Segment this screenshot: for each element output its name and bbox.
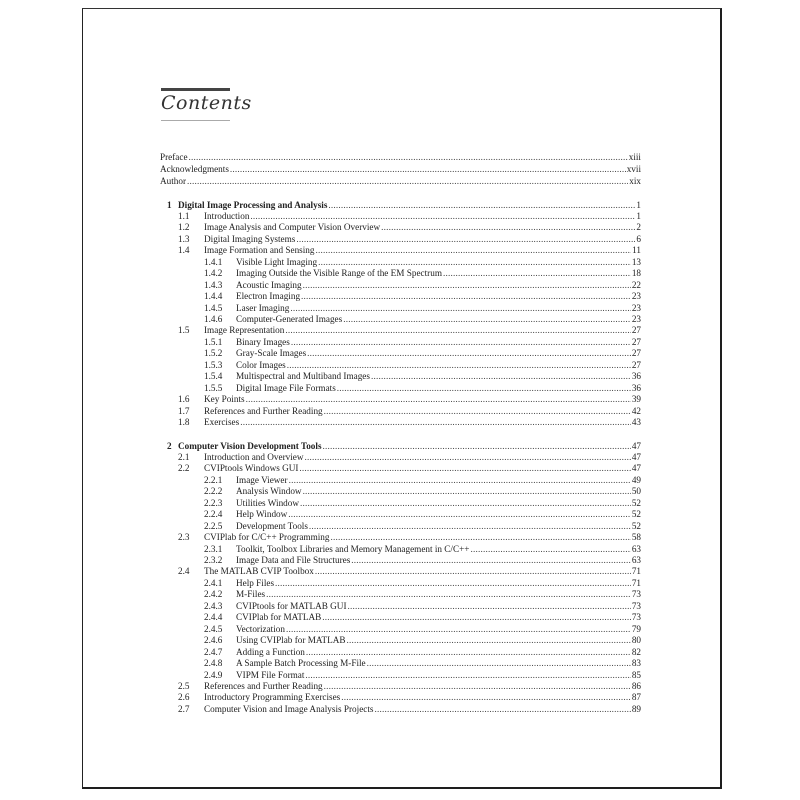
toc-entry-title: Help Window [236,509,288,520]
dot-leader [289,475,631,486]
toc-subsection-entry[interactable] [160,257,641,268]
toc-page-number: 63 [631,555,641,565]
toc-subsection-entry[interactable] [160,658,641,669]
toc-page-number: 52 [631,520,641,531]
dot-leader [346,635,630,646]
toc-page-number: 73 [631,589,641,600]
dot-leader [306,647,631,658]
toc-section-entry[interactable] [160,394,641,405]
toc-entry-number: 1.4.4 [204,291,223,302]
title-rule-top [161,88,230,91]
dot-leader [296,234,635,245]
toc-section-entry[interactable] [160,245,641,256]
toc-subsection-entry[interactable] [160,624,641,635]
dot-leader [318,257,631,268]
toc-page-number: 1 [636,210,641,221]
dot-leader [307,348,631,359]
toc-subsection-entry[interactable] [160,486,641,497]
toc-entry-number: 2.4.3 [204,600,223,611]
toc-entry-title: Digital Imaging Systems [204,233,296,244]
toc-subsection-entry[interactable] [160,337,641,348]
toc-entry-title: Toolkit, Toolbox Libraries and Memory Management in C/C++ [236,543,470,554]
toc-page-number: 11 [632,245,641,256]
toc-entry-number: 2 [167,440,172,451]
toc-entry-number: 1 [167,199,172,210]
toc-entry-number: 1.4.5 [204,302,223,313]
toc-entry-number: 2.2.1 [204,474,223,485]
dot-leader [330,532,630,543]
toc-page-number: 82 [631,646,641,657]
dot-leader [316,245,632,256]
toc-page-number: 36 [631,371,641,382]
toc-entry-title: Visible Light Imaging [236,256,318,267]
toc-subsection-entry[interactable] [160,601,641,612]
dot-leader [305,670,630,681]
toc-entry-title: Gray-Scale Images [236,348,307,359]
toc-entry-number: 2.4.4 [204,612,223,623]
dot-leader [291,337,631,348]
toc-page-number: 89 [631,703,641,714]
toc-page-number: 47 [631,451,641,462]
toc-page-number: 47 [631,440,641,451]
toc-entry-title: Introduction [204,210,250,221]
toc-section-entry[interactable] [160,566,641,577]
dot-leader [240,417,631,428]
dot-leader [341,692,631,703]
toc-subsection-entry[interactable] [160,647,641,658]
dot-leader [381,222,635,233]
toc-entry-title: Using CVIPlab for MATLAB [236,635,346,646]
toc-page-number: 27 [631,359,641,370]
toc-entry-title: A Sample Batch Processing M-File [236,658,366,669]
toc-page-number: 87 [631,692,641,703]
toc-front-matter-entry[interactable] [160,152,641,163]
toc-section-entry[interactable] [160,681,641,692]
dot-leader [300,498,631,509]
toc-page-number: 79 [631,623,641,634]
toc-subsection-entry[interactable] [160,521,641,532]
toc-entry-title: Exercises [204,417,240,428]
toc-entry-title: VIPM File Format [236,669,305,680]
toc-page-number: 6 [636,233,641,244]
toc-subsection-entry[interactable] [160,291,641,302]
toc-section-entry[interactable] [160,463,641,474]
toc-entry-number: 2.3.1 [204,543,223,554]
dot-leader [470,544,630,555]
toc-page-number: 52 [631,509,641,520]
dot-leader [324,681,631,692]
toc-page-number: 49 [631,474,641,485]
toc-entry-number: 2.4.6 [204,635,223,646]
dot-leader [290,303,630,314]
toc-page-number: 2 [636,222,641,233]
toc-entry-number: 1.1 [178,210,190,221]
toc-entry-number: 1.5.5 [204,382,223,393]
dot-leader [287,360,631,371]
toc-entry-title: M-Files [236,589,266,600]
toc-section-entry[interactable] [160,222,641,233]
toc-entry-title: Image Data and File Structures [236,555,351,565]
toc-subsection-entry[interactable] [160,314,641,325]
toc-entry-number: 2.7 [178,703,190,714]
toc-subsection-entry[interactable] [160,268,641,279]
dot-leader [305,452,631,463]
toc-section-entry[interactable] [160,704,641,715]
toc-entry-number: 2.2.4 [204,509,223,520]
toc-entry-number: 2.2.5 [204,520,223,531]
toc-entry-title: Key Points [204,394,245,405]
dot-leader [303,486,631,497]
toc-entry-title: CVIPtools Windows GUI [204,463,299,474]
toc-page-number: 83 [631,658,641,669]
toc-entry-title: Computer-Generated Images [236,314,343,324]
toc-subsection-entry[interactable] [160,348,641,359]
toc-subsection-entry[interactable] [160,670,641,681]
dot-leader [303,280,631,291]
toc-page-number: 50 [631,486,641,497]
toc-section-entry[interactable] [160,452,641,463]
toc-entry-title: Image Representation [204,325,285,336]
dot-leader [323,441,631,452]
toc-entry-title: Imaging Outside the Visible Range of the EM Spectrum [236,268,442,279]
dot-leader [367,658,631,669]
dot-leader [324,406,631,417]
toc-page-number: 27 [631,336,641,347]
toc-entry-number: 2.4.2 [204,589,223,600]
toc-entry-title: Electron Imaging [236,291,301,302]
toc-entry-title: Adding a Function [236,646,305,657]
dot-leader [371,371,631,382]
toc-page-number: 63 [631,543,641,554]
title-rule-bottom [161,120,230,121]
toc-entry-number: 1.8 [178,417,190,428]
toc-subsection-entry[interactable] [160,509,641,520]
toc-front-matter-entry[interactable] [160,176,641,187]
toc-page-number: 43 [631,417,641,428]
toc-entry-number: 1.4.1 [204,256,223,267]
toc-entry-number: 1.3 [178,233,190,244]
toc-subsection-entry[interactable] [160,635,641,646]
toc-page-number: 18 [631,268,641,279]
page-title: Contents [161,92,252,114]
toc-entry-title: Vectorization [236,623,285,634]
toc-entry-number: 2.4.1 [204,577,223,588]
toc-entry-number: 1.7 [178,405,190,416]
toc-section-entry[interactable] [160,325,641,336]
toc-entry-title: CVIPtools for MATLAB GUI [236,600,347,611]
toc-entry-number: 2.5 [178,680,190,691]
toc-page-number: 22 [631,279,641,290]
dot-leader [443,268,631,279]
toc-page-number: xix [629,176,641,186]
toc-section-entry[interactable] [160,406,641,417]
toc-section-entry[interactable] [160,234,641,245]
toc-page-number: 80 [631,635,641,646]
toc-entry-number: 1.4.6 [204,314,223,324]
toc-entry-title: Digital Image Processing and Analysis [178,199,328,210]
toc-section-entry[interactable] [160,417,641,428]
dot-leader [348,601,631,612]
toc-entry-number: 2.4 [178,566,190,577]
dot-leader [343,314,631,325]
toc-entry-number: 1.5.1 [204,336,223,347]
toc-entry-title: Laser Imaging [236,302,290,313]
dot-leader [266,589,631,600]
toc-entry-title: Help Files [236,577,275,588]
dot-leader [230,164,626,175]
dot-leader [250,211,635,222]
toc-entry-title: Preface [160,152,188,162]
dot-leader [351,555,631,566]
dot-leader [286,624,631,635]
toc-page-number: 86 [631,680,641,691]
dot-leader [374,704,630,715]
dot-leader [288,509,631,520]
dot-leader [337,383,631,394]
toc-entry-title: Binary Images [236,336,290,347]
toc-entry-title: References and Further Reading [204,405,323,416]
toc-page-number: 23 [631,314,641,324]
toc-subsection-entry[interactable] [160,578,641,589]
toc-entry-title: Acoustic Imaging [236,279,302,290]
toc-page-number: 52 [631,497,641,508]
toc-entry-number: 1.5.2 [204,348,223,359]
toc-entry-number: 1.4 [178,245,190,256]
toc-entry-title: Computer Vision and Image Analysis Projects [204,703,374,714]
toc-page-number: 42 [631,405,641,416]
toc-entry-title: Development Tools [236,520,308,531]
toc-entry-number: 1.5.3 [204,359,223,370]
dot-leader [275,578,631,589]
dot-leader [299,463,630,474]
dot-leader [328,200,635,211]
toc-page-number: 1 [636,199,641,210]
toc-entry-title: Digital Image File Formats [236,382,336,393]
toc-subsection-entry[interactable] [160,303,641,314]
toc-page-number: 27 [631,325,641,336]
toc-entry-number: 1.5 [178,325,190,336]
toc-entry-title: Color Images [236,359,286,370]
toc-page-number: 47 [631,463,641,474]
dot-leader [189,152,628,163]
toc-entry-title: Author [160,176,187,186]
toc-page-number: 23 [631,291,641,302]
toc-entry-number: 2.6 [178,692,190,703]
toc-entry-number: 2.4.5 [204,623,223,634]
toc-entry-title: CVIPlab for C/C++ Programming [204,532,330,543]
toc-page-number: 39 [631,394,641,405]
toc-entry-number: 1.4.2 [204,268,223,279]
toc-section-entry[interactable] [160,532,641,543]
toc-page-number: 73 [631,612,641,623]
dot-leader [309,521,631,532]
toc-entry-title: Multispectral and Multiband Images [236,371,370,382]
toc-entry-title: References and Further Reading [204,680,323,691]
dot-leader [322,612,631,623]
toc-entry-title: Image Viewer [236,474,288,485]
toc-entry-number: 1.5.4 [204,371,223,382]
dot-leader [301,291,631,302]
toc-page-number: 36 [631,382,641,393]
toc-entry-number: 2.2 [178,463,190,474]
toc-entry-number: 2.3 [178,532,190,543]
toc-subsection-entry[interactable] [160,280,641,291]
toc-entry-title: Acknowledgments [160,164,229,174]
dot-leader [285,325,630,336]
toc-page-number: 71 [631,566,641,577]
toc-subsection-entry[interactable] [160,498,641,509]
toc-page-number: 27 [631,348,641,359]
toc-subsection-entry[interactable] [160,555,641,566]
toc-page-number: 13 [631,256,641,267]
toc-entry-title: Analysis Window [236,486,302,497]
toc-entry-title: Utilities Window [236,497,300,508]
toc-page-number: xvii [626,164,641,174]
toc-chapter-entry[interactable] [160,441,641,452]
toc-subsection-entry[interactable] [160,475,641,486]
toc-entry-number: 2.4.8 [204,658,223,669]
toc-page-number: 58 [631,532,641,543]
toc-subsection-entry[interactable] [160,589,641,600]
toc-section-entry[interactable] [160,692,641,703]
toc-subsection-entry[interactable] [160,544,641,555]
toc-entry-number: 2.1 [178,451,190,462]
toc-entry-title: Image Formation and Sensing [204,245,315,256]
toc-section-entry[interactable] [160,211,641,222]
toc-page-number: 23 [631,302,641,313]
toc-entry-title: CVIPlab for MATLAB [236,612,322,623]
toc-entry-number: 2.3.2 [204,555,223,565]
toc-entry-title: Computer Vision Development Tools [178,440,322,451]
toc-entry-number: 2.2.3 [204,497,223,508]
toc-entry-title: Image Analysis and Computer Vision Overview [204,222,381,233]
toc-subsection-entry[interactable] [160,360,641,371]
toc-entry-number: 2.4.9 [204,669,223,680]
dot-leader [246,394,631,405]
toc-page-number: xiii [628,152,641,162]
toc-entry-number: 1.4.3 [204,279,223,290]
dot-leader [315,566,631,577]
toc-page-number: 73 [631,600,641,611]
toc-entry-title: Introduction and Overview [204,451,304,462]
toc-entry-number: 1.2 [178,222,190,233]
toc-entry-title: The MATLAB CVIP Toolbox [204,566,314,577]
toc-front-matter-entry[interactable] [160,164,641,175]
toc-subsection-entry[interactable] [160,371,641,382]
dot-leader [187,176,628,187]
toc-subsection-entry[interactable] [160,612,641,623]
toc-page-number: 71 [631,577,641,588]
toc-entry-number: 2.2.2 [204,486,223,497]
toc-chapter-entry[interactable] [160,200,641,211]
toc-subsection-entry[interactable] [160,383,641,394]
toc-entry-title: Introductory Programming Exercises [204,692,341,703]
toc-entry-number: 1.6 [178,394,190,405]
toc-page-number: 85 [631,669,641,680]
toc-entry-number: 2.4.7 [204,646,223,657]
